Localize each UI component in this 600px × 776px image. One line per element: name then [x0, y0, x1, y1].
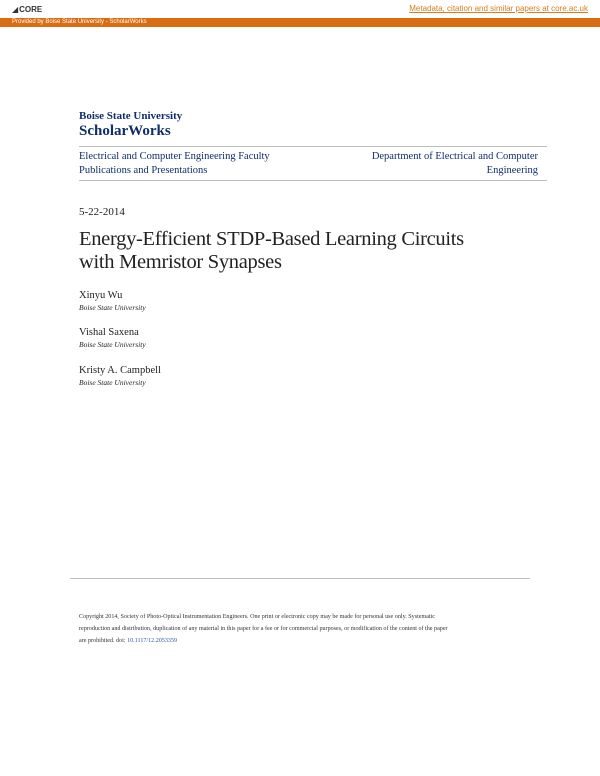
repository-branding[interactable]: [79, 110, 182, 140]
department-link-line2: Engineering: [486, 165, 538, 176]
author-affiliation: Boise State University: [79, 378, 146, 387]
core-logo[interactable]: [12, 2, 42, 16]
author-entry: [79, 326, 146, 350]
copyright-notice: [79, 611, 529, 647]
university-name: Boise State University: [79, 110, 183, 122]
paper-title-line2: with Memristor Synapses: [79, 251, 282, 273]
core-logo-text: CORE: [19, 4, 43, 14]
author-name[interactable]: Kristy A. Campbell: [79, 365, 161, 376]
author-entry: [79, 364, 161, 388]
paper-title-line1: Energy-Efficient STDP-Based Learning Circuits: [79, 228, 464, 250]
copyright-line3: [79, 635, 529, 647]
author-affiliation: Boise State University: [79, 303, 146, 312]
footer-rule: [70, 578, 530, 579]
author-name[interactable]: Xinyu Wu: [79, 290, 123, 301]
copyright-line1: Copyright 2014, Society of Photo-Optical Instrumentation Engineers. One print or electronic copy may be made for personal use only. Systematic: [79, 614, 436, 620]
core-metadata-link[interactable]: Metadata, citation and similar papers at core.ac.uk: [409, 4, 588, 13]
provided-by-bar: [0, 18, 600, 27]
author-entry: [79, 289, 146, 313]
publication-date: 5-22-2014: [79, 206, 125, 218]
header-bottom-rule: [79, 180, 547, 181]
author-affiliation: Boise State University: [79, 340, 146, 349]
paper-title: [79, 228, 549, 274]
doi-prefix: are prohibited. doi:: [79, 638, 126, 644]
header-top-rule: [79, 146, 547, 147]
copyright-line2: reproduction and distribution, duplication of any material in this paper for a fee or for commercial purposes, or modification of the content of the paper: [79, 626, 448, 632]
department-link-line1: Department of Electrical and Computer: [371, 151, 538, 162]
author-name[interactable]: Vishal Saxena: [79, 327, 139, 338]
provided-by-text[interactable]: Provided by Boise State University - ScholarWorks: [12, 19, 147, 25]
collection-link-line2: Publications and Presentations: [79, 165, 208, 176]
core-logo-icon: ◢: [12, 4, 19, 14]
core-header-bar: [0, 0, 600, 18]
department-link[interactable]: [318, 150, 538, 178]
doi-link[interactable]: 10.1117/12.2053359: [127, 638, 178, 644]
collection-link[interactable]: [79, 150, 309, 178]
scholarworks-name: ScholarWorks: [79, 123, 171, 139]
collection-link-line1: Electrical and Computer Engineering Faculty: [79, 151, 270, 162]
